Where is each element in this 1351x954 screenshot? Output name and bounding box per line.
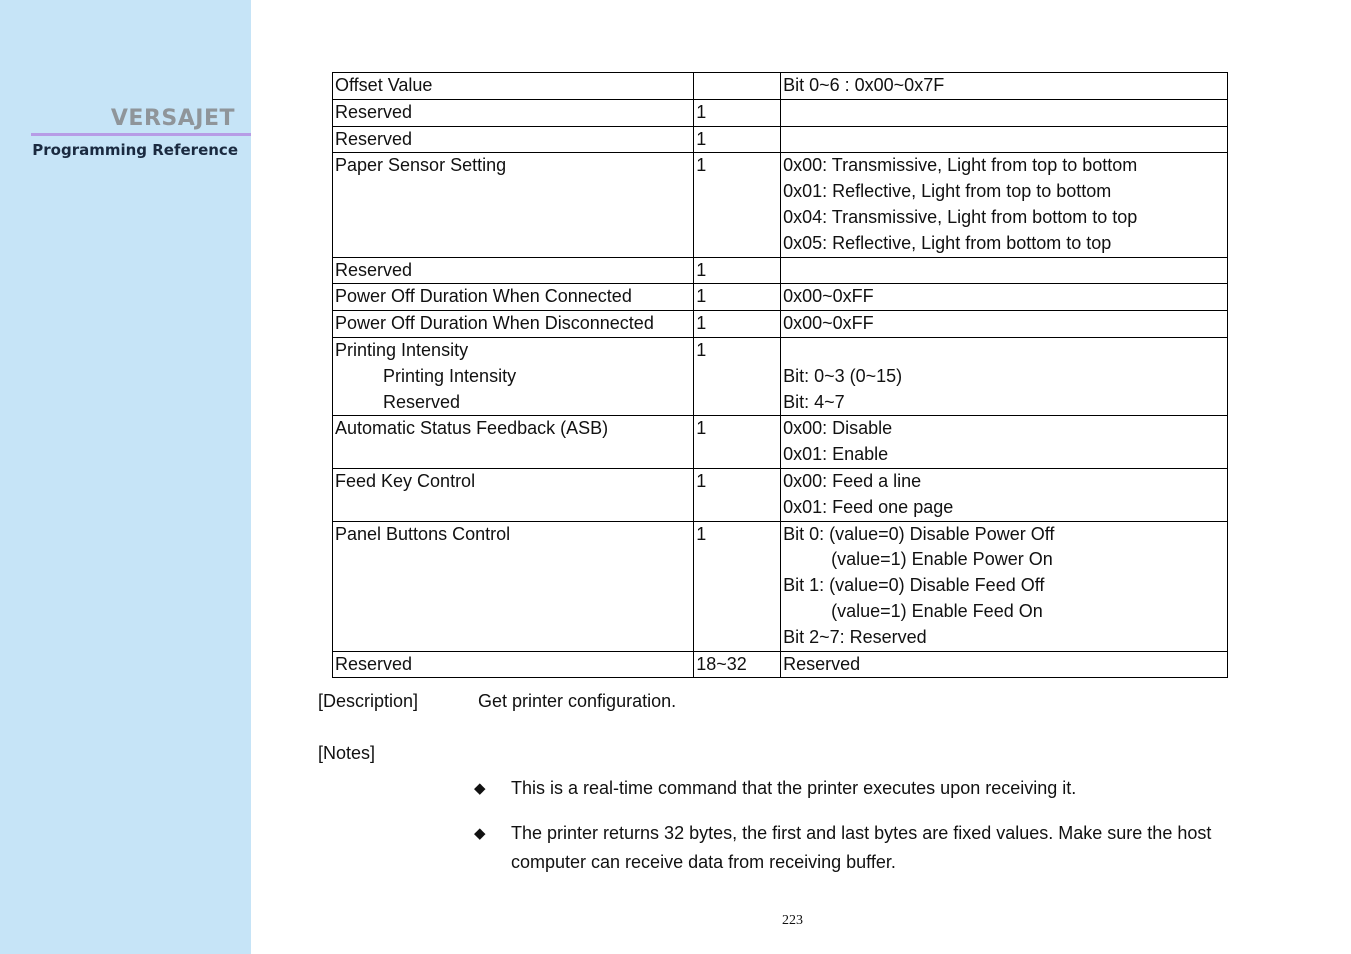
row-values <box>781 651 1228 678</box>
value-line: 0x01: Feed one page <box>783 496 954 517</box>
table-row <box>333 99 1228 126</box>
value-line: 0x04: Transmissive, Light from bottom to top <box>783 206 1138 227</box>
value-line: Bit 0~6 : 0x00~0x7F <box>783 75 945 95</box>
value-line <box>783 100 1225 126</box>
row-bytes: 18~32 <box>694 651 781 678</box>
table-row <box>333 651 1228 678</box>
row-values <box>781 126 1228 153</box>
sidebar <box>0 0 251 954</box>
row-values <box>781 416 1228 469</box>
row-bytes: 1 <box>694 284 781 311</box>
row-bytes: 1 <box>694 153 781 257</box>
row-bytes: 1 <box>694 416 781 469</box>
table-row <box>333 153 1228 257</box>
row-bytes: 1 <box>694 337 781 415</box>
row-name: Power Off Duration When Disconnected <box>333 311 694 338</box>
page-number: 223 <box>782 913 803 928</box>
diamond-bullet-icon: ◆ <box>474 780 486 797</box>
row-name: Feed Key Control <box>333 468 694 521</box>
table-row <box>333 284 1228 311</box>
brand-divider <box>31 133 251 136</box>
note-text: The printer returns 32 bytes, the first and last bytes are fixed values. Make sure the host computer can receive data from receiving buffer. <box>511 823 1212 872</box>
value-line <box>783 127 1225 153</box>
value-line: 0x00: Feed a line <box>783 470 922 491</box>
value-line <box>783 258 1225 284</box>
value-line: Bit 1: (value=0) Disable Feed Off <box>783 575 1045 596</box>
row-values <box>781 257 1228 284</box>
row-values <box>781 153 1228 257</box>
notes-label: [Notes] <box>318 743 376 763</box>
section-subtitle: Programming Reference <box>32 141 238 159</box>
value-line: (value=1) Enable Feed On <box>831 600 1043 621</box>
row-name: Panel Buttons Control <box>333 521 694 651</box>
brand-logo-text: VERSAJET <box>110 106 235 131</box>
value-line: Bit 2~7: Reserved <box>783 626 927 647</box>
row-bytes: 1 <box>694 521 781 651</box>
row-name: Paper Sensor Setting <box>333 153 694 257</box>
table-row <box>333 521 1228 651</box>
value-line: 0x00~0xFF <box>783 313 874 334</box>
row-values <box>781 73 1228 100</box>
row-name: Reserved <box>333 257 694 284</box>
value-line: 0x05: Reflective, Light from bottom to top <box>783 232 1112 253</box>
value-line: 0x01: Reflective, Light from top to bottom <box>783 181 1112 202</box>
row-bytes: 1 <box>694 468 781 521</box>
row-name: Reserved <box>333 99 694 126</box>
row-values <box>781 284 1228 311</box>
description-label: [Description] <box>318 691 419 711</box>
row-name: Automatic Status Feedback (ASB) <box>333 416 694 469</box>
table-row <box>333 126 1228 153</box>
row-bytes: 1 <box>694 257 781 284</box>
row-values <box>781 521 1228 651</box>
row-name-sub: Printing Intensity <box>383 365 517 386</box>
value-line: (value=1) Enable Power On <box>831 549 1053 570</box>
row-name: Reserved <box>333 651 694 678</box>
table-row <box>333 337 1228 415</box>
row-bytes: 1 <box>694 126 781 153</box>
row-name: Reserved <box>333 126 694 153</box>
value-line: Bit: 4~7 <box>783 391 845 412</box>
value-line: 0x00~0xFF <box>783 286 874 307</box>
row-values <box>781 337 1228 415</box>
row-bytes: 1 <box>694 99 781 126</box>
row-bytes <box>694 73 781 100</box>
row-bytes: 1 <box>694 311 781 338</box>
note-text: This is a real-time command that the printer executes upon receiving it. <box>511 778 1077 798</box>
row-name-sub: Reserved <box>383 391 461 412</box>
description-text: Get printer configuration. <box>478 691 677 711</box>
table-row <box>333 468 1228 521</box>
diamond-bullet-icon: ◆ <box>474 825 486 842</box>
value-line: 0x00: Transmissive, Light from top to bottom <box>783 155 1138 176</box>
value-line: Bit: 0~3 (0~15) <box>783 365 903 386</box>
row-name <box>333 337 694 415</box>
row-name: Offset Value <box>333 73 694 100</box>
row-values <box>781 468 1228 521</box>
value-line: 0x00: Disable <box>783 418 893 439</box>
row-values <box>781 99 1228 126</box>
value-line: Bit 0: (value=0) Disable Power Off <box>783 523 1055 544</box>
table-row <box>333 416 1228 469</box>
value-line: 0x01: Enable <box>783 444 889 465</box>
table-row <box>333 73 1228 100</box>
table-row <box>333 257 1228 284</box>
value-line <box>783 338 1225 364</box>
row-name-main: Printing Intensity <box>335 339 469 360</box>
table-row <box>333 311 1228 338</box>
config-table <box>332 72 1228 678</box>
row-name: Power Off Duration When Connected <box>333 284 694 311</box>
row-values <box>781 311 1228 338</box>
value-line: Reserved <box>783 653 861 674</box>
